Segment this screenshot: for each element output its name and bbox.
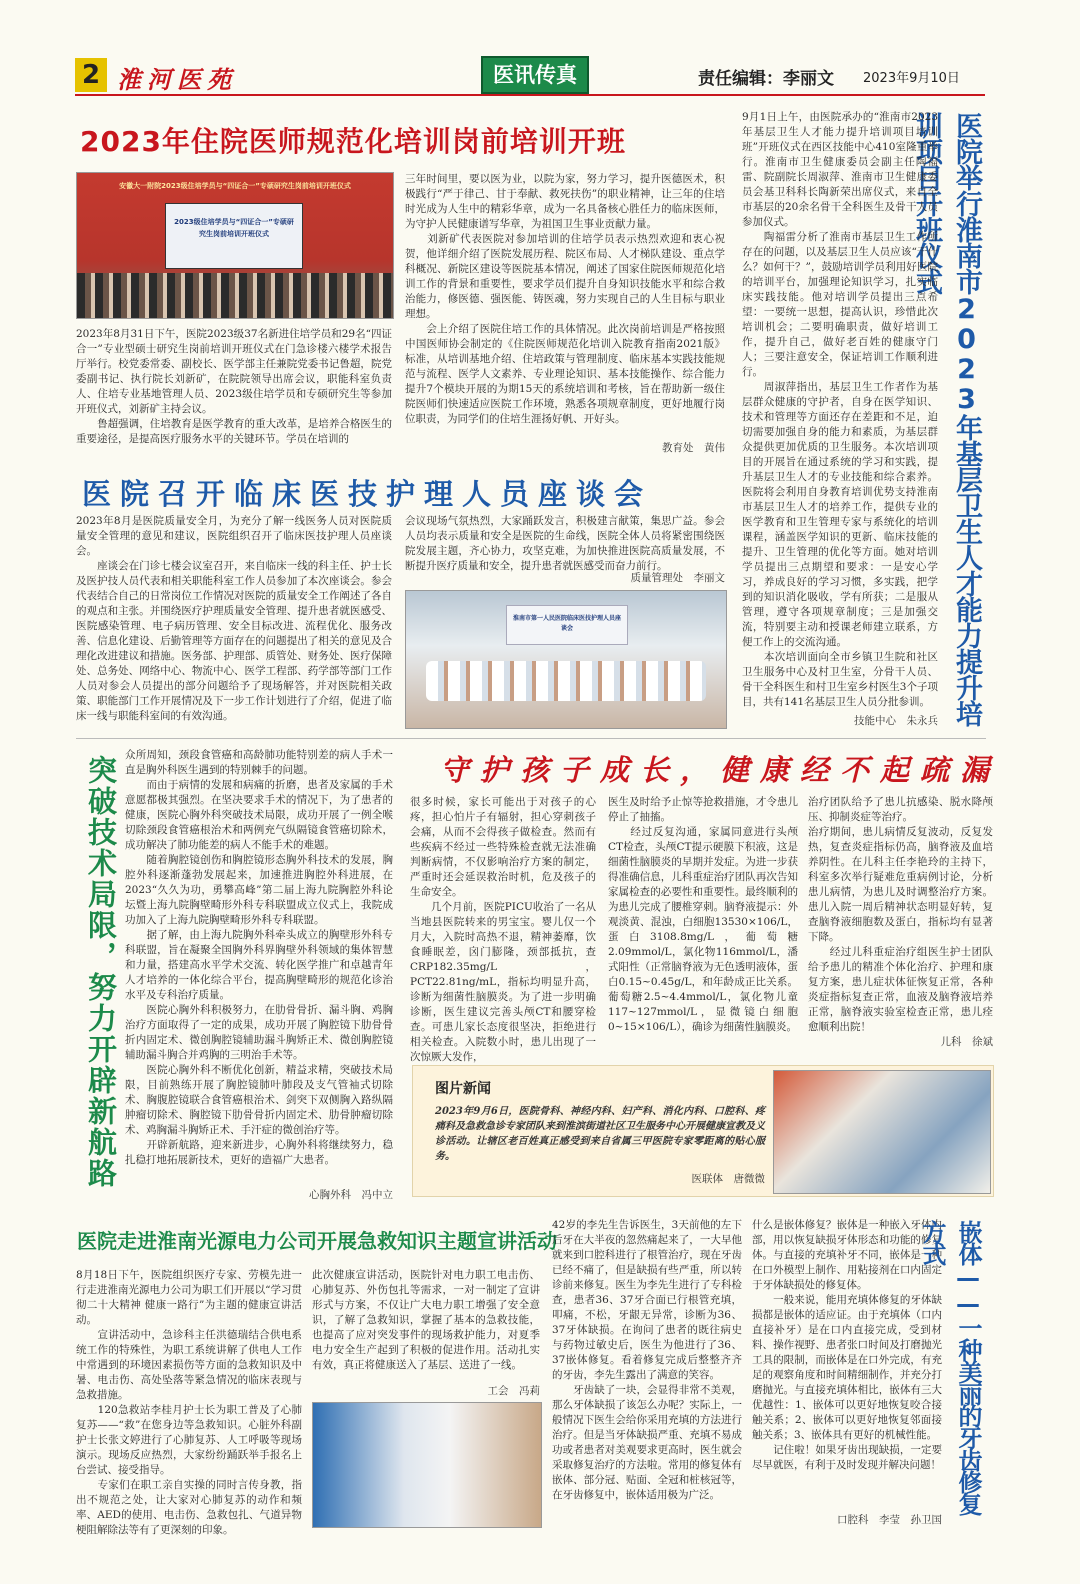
photo-banner-text: 淮南市第一人民医院临床医技护理人员座谈会: [512, 615, 621, 632]
article7-title: 嵌体——一种美丽的牙齿修复方式: [918, 1220, 982, 1514]
article4-body: 众所周知，颈段食管癌和高龄肺功能特别差的病人手术一直是胸外科医生遇到的特别棘手的问题。 而由于病情的发展和病痛的折磨，患者及家属的手术意愿都极其强烈。在坚决要求手术的情况下，为了患者的健康，医院心胸外科突破技术局限，成功开展了一例全喉切除颈段食管癌根治术和两例充气纵隔镜食管癌切除术，成功解决了肺功能差的病人不能手术的难题。 随着胸腔镜创伤和胸腔镜形态胸外科技术的发展，胸腔外科逐渐蓬勃发展起来，加速推进胸腔外科进展，在2023“久久为功，勇攀高峰”第二届上海九院胸腔外科论坛暨上海九院胸壁畸形外科专科联盟成立仪式上，我院成功加入了上海九院胸壁畸形外科专科联盟。 据了解，由上海九院胸外科牵头成立的胸壁形外科专科联盟，旨在凝聚全国胸外科界胸壁外科领域的集体智慧和力量，搭建高水平学术交流、转化医学推广和卓越青年人才培养的一体化综合平台，提高胸壁畸形的规范化诊治水平及专科治疗质量。 医院心胸外科积极努力，在肋骨骨折、漏斗胸、鸡胸治疗方面取得了一定的成果，成功开展了胸腔镜下肋骨骨折内固定术、微创胸腔镜辅助漏斗胸矫正术、微创胸腔镜辅助漏斗胸合并鸡胸的三明治手术等。 医院心胸外科不断优化创新，精益求精，突破技术局限，目前熟练开展了胸腔镜肺叶肺段及支气管袖式切除术、胸腹腔镜联合食管癌根治术、剑突下双侧胸入路纵隔肿瘤切除术、胸腔镜下肋骨骨折内固定术、肋骨肿瘤切除术、鸡胸漏斗胸矫正术、手汗症的微创治疗等。 开辟新航路，迎来新进步，心胸外科将继续努力，稳扎稳打地拓展新技术，更好的造福广大患者。: [125, 749, 393, 1166]
masthead-rule: [75, 94, 985, 96]
photo-screen-text: 2023级住培学员与“四证合一”专硕研究生岗前培训开班仪式: [174, 218, 294, 238]
page-number: 2: [75, 58, 107, 92]
photo-news-signature: 医联体 唐微微: [691, 1173, 765, 1185]
article2-col1: 2023年8月是医院质量安全月，为充分了解一线医务人员对医院质量安全管理的意见和建议，医院组织召开了临床医技护理人员座谈会。 座谈会在门诊七楼会议室召开，来自临床一线的科主任、护士长及医护技人员代表和相关职能科室工作人员参加了本次座谈会。参会代表结合自己的日常岗位工作情况对医院的质量安全工作阐述了各自的观点和主张。并围绕医疗护理质量安全管理、提升患者就医感受、医院感染管理、电子病历管理、安全目标改进、流程优化、服务改善、信息化建设、后勤管理等方面存在的问题提出了相关的意见及合理化改进建议和措施。医务部、护理部、质管处、财务处、医疗保障处、总务处、网络中心、物流中心、医学工程部、药学部等部门工作人员对参会人员提出的部分问题给予了现场解答，并对医院相关政策、职能部门工作开展情况及下一步工作计划进行了介绍，促进了临床一线与职能科室间的有效沟通。: [76, 515, 392, 722]
masthead: [75, 56, 985, 96]
article3-title: 医院举行淮南市2023年基层卫生人才能力提升培训项目开班仪式: [911, 112, 982, 726]
article5-col1: 很多时候，家长可能出于对孩子的心疼，担心怕片子有辐射，担心穿刺孩子会痛，从而不会得孩子做检查。然而有些疾病不经过一些特殊检查就无法准确判断病情，不仅影响治疗方案的制定，严重时还会延误救治时机，危及孩子的生命安全。 几个月前，医院PICU收治了一名从当地县医院转来的男宝宝。婴儿仅一个月大，入院时高热不退，精神萎靡，饮食睡眠差，囟门膨隆，颈部抵抗，查CRP182.35mg/L，PCT22.81ng/mL，指标均明显升高，诊断为细菌性脑膜炎。为了进一步明确诊断，医生建议完善头颅CT和腰穿检查。可患儿家长态度很坚决，拒绝进行相关检查。入院数小时，患儿出现了一次惊厥大发作，: [410, 796, 596, 1063]
article4-title: 突破技术局限，努力开辟新航路: [84, 755, 118, 1189]
article1-title: 2023年住院医师规范化培训岗前培训开班: [80, 125, 626, 158]
photo-news-image: [773, 1070, 991, 1194]
article2-signature: 质量管理处 李丽文: [630, 572, 725, 584]
article1-col1: 2023年8月31日下午，医院2023级37名新进住培学员和29名“四证合一”专业型硕士研究生岗前培训开班仪式在门急诊楼六楼学术报告厅举行。校党委常委、副校长、医学部主任兼院党委书记鲁超，院党委副书记、执行院长刘新矿，在院院领导出席会议，职能科室负责人、住培专业基地管理人员、2023级住培学员和专硕研究生等参加开班仪式，刘新矿主持会议。 鲁超强调，住培教育是医学教育的重大改革，是培养合格医生的重要途径，是提高医疗服务水平的关键环节。学员在培训的: [76, 328, 392, 445]
article5-signature: 儿科 徐斌: [940, 1036, 993, 1048]
photo-news-body: 2023年9月6日，医院骨科、神经内科、妇产科、消化内科、口腔科、疼痛科及急救急诊专家团队来到淮滨街道社区卫生服务中心开展健康宣教及义诊活动。让辖区老百姓真正感受到来自省属三甲医院专家零距离的贴心服务。: [435, 1106, 765, 1162]
article6-col2: 此次健康宣讲活动，医院针对电力职工电击伤、心肺复苏、外伤包扎等需求，一对一制定了宣讲形式与方案，不仅让广大电力职工增强了安全意识，了解了急救知识，掌握了基本的急救技能，也提高了应对突发事件的现场救护能力，对夏季电力安全生产起到了积极的促进作用。活动扎实有效，真正将健康送入了基层、送进了一线。: [312, 1269, 540, 1371]
article6-photo: [312, 1402, 542, 1528]
photo-banner: [506, 605, 628, 645]
issue-date: 2023年9月10日: [863, 71, 960, 86]
article4-signature: 心胸外科 冯中立: [309, 1189, 393, 1201]
paper-name: 淮河医苑: [117, 65, 237, 94]
editor-label: 责任编辑：李丽文: [698, 69, 834, 89]
photo-audience: [77, 273, 393, 318]
section-divider: [76, 738, 986, 739]
article6-col1: 8月18日下午，医院组织医疗专家、劳模先进一行走进淮南光源电力公司为职工们开展以“学习贯彻二十大精神 健康一路行”为主题的健康宣讲活动。 宣讲活动中，急诊科主任洪德瑞结合供电系统工作的特殊性，为职工系统讲解了供电人工作中常遇到的环境因素损伤等方面的急救知识及中暑、电击伤、高处坠落等紧急情况的临床表现与急救措施。 120急救站李桂月护士长为职工普及了心肺复苏——“救”在您身边等急救知识。心脏外科副护士长张文婷进行了心肺复苏、人工呼吸等现场演示。现场反应热烈，大家纷纷踊跃举手报名上台尝试、接受指导。 专家们在职工亲自实操的同时言传身教，指出不规范之处，让大家对心肺复苏的动作和频率、AED的使用、电击伤、急救包扎、气道异物梗阻解除法等有了更深刻的印象。: [76, 1269, 302, 1536]
photo-banner-text: 安徽大一附院2023级住培学员与“四证合一”专硕研究生岗前培训开班仪式: [119, 182, 351, 190]
article1-photo: [76, 172, 394, 319]
article3-signature: 技能中心 朱永兵: [854, 715, 938, 727]
article2-col2: 会议现场气氛热烈，大家踊跃发言，积极建言献策，集思广益。参会人员均表示质量和安全是医院的生命线，医院全体人员将紧密围绕医院发展主题，齐心协力，攻坚克难，为加快推进医院高质量发展，不断提升医疗质量和安全，提升患者就医感受而奋力前行。: [405, 515, 725, 572]
photo-table: [426, 661, 706, 701]
article5-col3: 治疗团队给予了患儿抗感染、脱水降颅压、抑制炎症等治疗。 治疗期间，患儿病情反复波动，反复发热，复查炎症指标仍高，脑脊液及血培养阴性。在儿科主任李艳玲的主持下，科室多次举行疑难危重病例讨论，分析患儿病情，为患儿及时调整治疗方案。患儿入院一周后精神状态明显好转，复查脑脊液细胞数及蛋白，指标均有显著下降。 经过儿科重症治疗组医生护士团队给予患儿的精准个体化治疗、护理和康复方案，患儿症状体征恢复正常，各种炎症指标复查正常，血液及脑脊液培养正常，脑脊液实验室检查正常，患儿痊愈顺利出院！: [808, 796, 993, 1033]
photo-news-heading: 图片新闻: [435, 1081, 491, 1097]
photo-screen: [165, 203, 303, 269]
article7-signature: 口腔科 李莹 孙卫国: [837, 1514, 942, 1526]
article6-signature: 工会 冯莉: [487, 1385, 540, 1397]
photo-news-box: [412, 1065, 994, 1197]
article5-col2: 医生及时给予止惊等抢救措施，才令患儿停止了抽搐。 经过反复沟通，家属同意进行头颅CT检查，头颅CT提示硬膜下积液，这是细菌性脑膜炎的早期并发症。为进一步获得准确信息，儿科重症治疗团队再次告知家属检查的必要性和重要性。最终顺利的为患儿完成了腰椎穿刺。脑脊液提示：外观淡黄、混浊，白细胞13530×106/L，蛋白3108.8mg/L，葡萄糖2.09mmol/L，氯化物116mmol/L，潘式阳性（正常脑脊液为无色透明液体，蛋白0.15~0.45g/L，和年龄成正比关系。葡萄糖2.5~4.4mmol/L，氯化物儿童117~127mmol/L，显微镜白细胞0~15×106/L），确诊为细菌性脑膜炎。: [608, 796, 798, 1033]
article2-photo: [405, 590, 727, 729]
section-label: 医讯传真: [481, 56, 589, 94]
article2-title: 医院召开临床医技护理人员座谈会: [82, 477, 653, 511]
article7-col2: 什么是嵌体修复？嵌体是一种嵌入牙体内部，用以恢复缺损牙体形态和功能的修复体。与直接的充填补牙不同，嵌体是一种在口外模型上制作、用粘接剂在口内固定于牙体缺损处的修复体。 一般来说，能用充填体修复的牙体缺损都是嵌体的适应证。由于充填体（口内直接补牙）是在口内直接完成，受到材料、操作视野、患者张口时间及打磨抛光工具的限制，而嵌体是在口外完成，有充足的观察角度和时间精细制作，并充分打磨抛光。与直接充填体相比，嵌体有三大优越性：1、嵌体可以更好地恢复咬合接触关系；2、嵌体可以更好地恢复邻面接触关系；3、嵌体具有更好的机械性能。 记住啦！如果牙齿出现缺损，一定要尽早就医，有利于及时发现并解决问题！: [752, 1219, 942, 1471]
article5-title: 守护孩子成长，健康经不起疏漏: [440, 753, 1001, 787]
article3-body: 9月1日上午，由医院承办的“淮南市2023年基层卫生人才能力提升培训项目培训班”开班仪式在西区技能中心410室隆重举行。淮南市卫生健康委员会副主任陶福雷、院副院长周淑萍、淮南市卫生健康委员会基卫科科长陶新荣出席仪式，来自全市基层的20余名骨干全科医生及骨干人员参加仪式。 陶福雷分析了淮南市基层卫生工作所存在的问题，以及基层卫生人员应该“干什么？如何干？”，鼓励培训学员利用好医院的培训平台，加强理论知识学习，扎实临床实践技能。他对培训学员提出三点希望：一要统一思想，提高认识，珍惜此次培训机会；二要明确职责，做好培训工作，提升自己，做好老百姓的健康守门人；三要注意安全，保证培训工作顺利进行。 周淑萍指出，基层卫生工作者作为基层群众健康的守护者，自身在医学知识、技术和管理等方面还存在差距和不足，迫切需要加强自身的能力和素质，为基层群众提供更加优质的卫生服务。本次培训项目的开展旨在通过系统的学习和实践，提升基层卫生人才的专业技能和综合素养。医院将会利用自身教育培训优势支持淮南市基层卫生人才的培养工作，提供专业的医学教育和卫生管理专家与系统化的培训课程，涵盖医学知识的更新、临床技能的提升、卫生管理的优化等方面。她对培训学员提出三点期望和要求：一是安心学习，养成良好的学习习惯，多实践，把学到的知识消化吸收，学有所获；二是服从管理，遵守各项规章制度；三是加强交流，特别要主动和授课老师建立联系，方便工作上的交流沟通。 本次培训面向全市乡镇卫生院和社区卫生服务中心及村卫生室，分骨干人员、骨干全科医生和村卫生室乡村医生3个子项目，共有141名基层卫生人员分批参训。: [742, 111, 938, 708]
article1-col2: 三年时间里，要以医为业，以院为家，努力学习，提升医德医术，积极践行“严于律己、甘于奉献、救死扶伤”的职业精神，让三年的住培时光成为人生中的精彩华章，成为一名具备核心胜任力的临床医师，为守护人民健康谱写华章，为祖国卫生事业贡献力量。 刘新矿代表医院对参加培训的住培学员表示热烈欢迎和衷心祝贺，他详细介绍了医院发展历程、院区布局、人才梯队建设、重点学科概况、新院区建设等医院基本情况，阐述了国家住院医师规范化培训工作的背景和重要性，要求学员们提升自身知识技能水平和综合救治能力，修医德、强医能、铸医魂，努力实现自己的人生目标与职业理想。 会上介绍了医院住培工作的具体情况。此次岗前培训是严格按照中国医师协会制定的《住院医师规范化培训入院教育指南2021版》标准，从培训基地介绍、住培政策与管理制度、临床基本实践技能规范与流程、医学人文素养、专业理论知识、基本技能操作、综合能力提升7个模块开展的为期15天的系统培训和考核，旨在帮助新一级住院医师们快速适应医院工作环境，熟悉各项规章制度，更好地履行岗位职责，为同学们的住培生涯扬好帆、开好头。: [405, 173, 725, 425]
article6-title: 医院走进淮南光源电力公司开展急救知识主题宣讲活动: [77, 1229, 557, 1253]
article1-signature: 教育处 黄伟: [662, 442, 725, 454]
article7-col1: 42岁的李先生告诉医生，3天前他的左下后牙在大半夜的忽然痛起来了，一大早他就来到口腔科进行了根管治疗，现在牙齿已经不痛了，但是缺损有些严重，所以转诊前来修复。医生为李先生进行了专科检查，患者36、37牙合面已行根管充填，叩痛，不松，牙龈无异常，诊断为36、37牙体缺损。在询问了患者的既往病史与药物过敏史后，医生为他进行了36、37嵌体修复。看着修复完成后整整齐齐的牙齿，李先生露出了满意的笑容。 牙齿缺了一块，会显得非常不美观，那么牙体缺损了该怎么办呢？实际上，一般情况下医生会给你采用充填的方法进行治疗。但是当牙体缺损严重、充填不易成功或者患者对美观要求更高时，医生就会采取修复治疗的方法啦。常用的修复体有嵌体、部分冠、贴面、全冠和桩核冠等，在牙齿修复中，嵌体适用极为广泛。: [552, 1219, 742, 1501]
